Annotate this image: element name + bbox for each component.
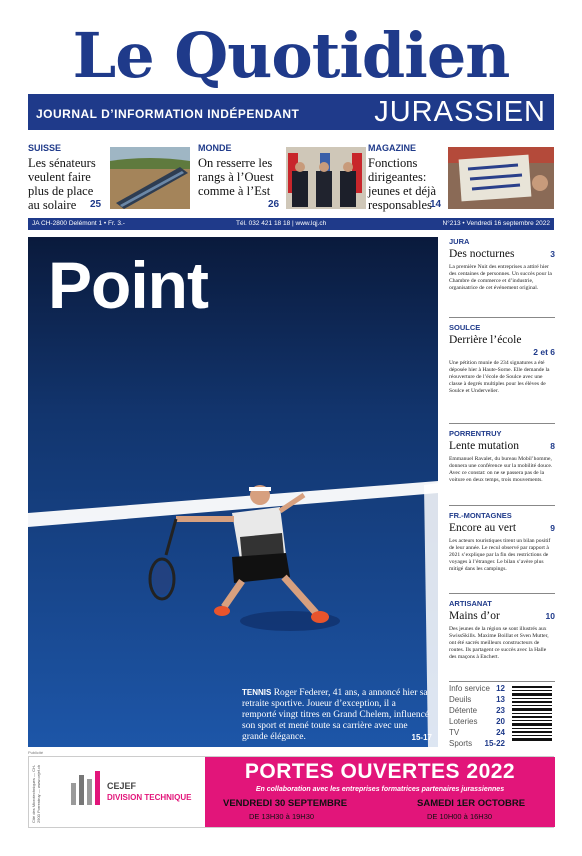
top-teasers: [28, 143, 554, 213]
teaser-kicker: SUISSE: [28, 143, 62, 153]
sidebar-divider: [449, 593, 555, 594]
ad-hours-friday: DE 13H30 à 19H30: [249, 812, 315, 821]
teaser-kicker: MAGAZINE: [368, 143, 416, 153]
index-row[interactable]: TV 24: [449, 728, 505, 737]
teaser-page: 26: [268, 199, 280, 210]
index-row[interactable]: Info service 12: [449, 684, 505, 693]
sidebar-page: 9: [550, 523, 555, 533]
newspaper-region: JURASSIEN: [374, 96, 546, 128]
cover-headline: Point: [48, 248, 208, 322]
ad-collaboration: En collaboration avec les entreprises formatrices partenaires jurassiennes: [255, 786, 505, 793]
teaser-headline: Fonctions dirigeantes: jeunes et déjà responsables: [368, 156, 437, 212]
teaser-monde[interactable]: [198, 143, 282, 213]
teaser-suisse[interactable]: [28, 143, 108, 213]
cover-photo[interactable]: [28, 237, 438, 747]
sidebar-body: Emmanuel Ravalet, du bureau Mobil’homme, donnera une conférence sur la mobilité douce. Avec ce constat: on ne se passera pas de la voiture en deux temps, trois mouvements.: [449, 456, 553, 483]
barcode-icon: [510, 684, 554, 746]
ad-date-friday: VENDREDI 30 SEPTEMBRE: [223, 798, 348, 809]
sidebar-body: La première Nuit des entreprises a attiré hier des centaines de personnes. Un succès pour la Chambre de commerce et d’industrie, organisatrice de cet événement original.: [449, 264, 552, 291]
teaser-headline: On resserre les rangs à l’Ouest comme à l’Est: [198, 156, 274, 198]
masthead-bar: [28, 94, 554, 130]
ad-division: DIVISION TECHNIQUE: [107, 793, 192, 802]
sidebar-body: Des jeunes de la région se sont illustrés aux SwissSkills. Maxime Boillat et Sven Mutter, ont été sacrés meilleurs constructeurs de routes. Ils partagent ce succès avec la Halle des maçons à Enchert.: [449, 626, 549, 660]
protest-sign-photo: [448, 147, 554, 209]
sidebar-page: 8: [550, 441, 555, 451]
newspaper-title: Le Quotidien: [72, 19, 510, 92]
sidebar-body: Les acteurs touristiques tirent un bilan positif de leur année. Le recul observé par rapport à 2021 s’explique par la fin des restrictions de voyages à l’étranger. Le bilan s’avère plus mitigé dans les campings.: [449, 538, 551, 572]
ad-hours-saturday: DE 10H00 à 16H30: [427, 812, 493, 821]
sidebar-headline: Encore au vert 9: [449, 522, 555, 534]
sidebar-divider: [449, 681, 555, 682]
sidebar-item-artisanat[interactable]: [449, 599, 555, 661]
sidebar-item-porrentruy[interactable]: [449, 429, 555, 484]
ad-date-saturday: SAMEDI 1ER OCTOBRE: [417, 798, 526, 809]
caption-text: Roger Federer, 41 ans, a annoncé hier sa retraite sportive. Joueur d’exception, il a remporté vingt titres en Grand Chelem, influencé son sport et mené toute sa carrière avec une grande élégance.: [242, 688, 430, 742]
ad-banner: [205, 757, 555, 827]
leaders-photo: [286, 147, 366, 209]
newspaper-subtitle: JOURNAL D’INFORMATION INDÉPENDANT: [36, 107, 300, 121]
sidebar-item-jura[interactable]: [449, 237, 555, 292]
teaser-kicker: MONDE: [198, 143, 232, 153]
teaser-headline: Les sénateurs veulent faire plus de place au solaire: [28, 156, 96, 212]
sidebar-headline: Derrière l’école: [449, 334, 522, 346]
teaser-page: 25: [90, 199, 102, 210]
dateline-bar: [28, 218, 554, 230]
sidebar-kicker: PORRENTRUY: [449, 429, 502, 438]
sidebar-body: Une pétition munie de 234 signatures a été déposée hier à Haute-Sorne. Elle demande la réouverture de l’école de Soulce avec une classe à degrés multiples pour les élèves de Soulce et Undervelier.: [449, 360, 550, 394]
index-row[interactable]: Sports 15-22: [449, 739, 505, 748]
caption-pages: 15-17: [411, 733, 432, 742]
ad-side-text: Cité des Microtechniques — CH-2900 Porrentruy — www.cejef.ch: [31, 764, 41, 823]
sidebar-item-franches-montagnes[interactable]: [449, 511, 555, 573]
ad-label: Publicité: [28, 750, 44, 755]
page-index: [449, 684, 505, 750]
sidebar-kicker: JURA: [449, 237, 470, 246]
index-row[interactable]: Détente 23: [449, 706, 505, 715]
sidebar-divider: [449, 505, 555, 506]
teaser-magazine[interactable]: [368, 143, 450, 213]
index-row[interactable]: Loteries 20: [449, 717, 505, 726]
solar-panels-photo: [110, 147, 190, 209]
sidebar-kicker: ARTISANAT: [449, 599, 492, 608]
sidebar-item-soulce[interactable]: [449, 323, 555, 395]
sidebar-headline: Mains d’or 10: [449, 610, 555, 622]
masthead: [28, 19, 554, 128]
teaser-page: 14: [430, 199, 442, 210]
sidebar-headline: Lente mutation 8: [449, 440, 555, 452]
sidebar-page: 10: [545, 611, 555, 621]
dateline-issue: N°213 • Vendredi 16 septembre 2022: [442, 220, 550, 227]
cover-caption: [242, 687, 432, 743]
advertisement[interactable]: [28, 756, 554, 828]
sidebar-page: 3: [550, 249, 555, 259]
ad-title: PORTES OUVERTES 2022: [244, 760, 516, 783]
sidebar-kicker: FR.-MONTAGNES: [449, 511, 512, 520]
index-row[interactable]: Deuils 13: [449, 695, 505, 704]
sidebar-divider: [449, 423, 555, 424]
caption-tag: TENNIS: [242, 688, 272, 697]
sidebar-divider: [449, 317, 555, 318]
sidebar-headline: Des nocturnes 3: [449, 248, 555, 260]
sidebar-kicker: SOULCE: [449, 323, 481, 332]
cejef-logo-icon: [69, 769, 101, 807]
sidebar-page: 2 et 6: [533, 347, 555, 357]
dateline-contact: Tél. 032 421 18 18 | www.lqj.ch: [236, 220, 327, 227]
dateline-edition: JA CH-2800 Delémont 1 • Fr. 3.-: [32, 220, 125, 227]
ad-brand: CEJEF: [107, 781, 137, 791]
